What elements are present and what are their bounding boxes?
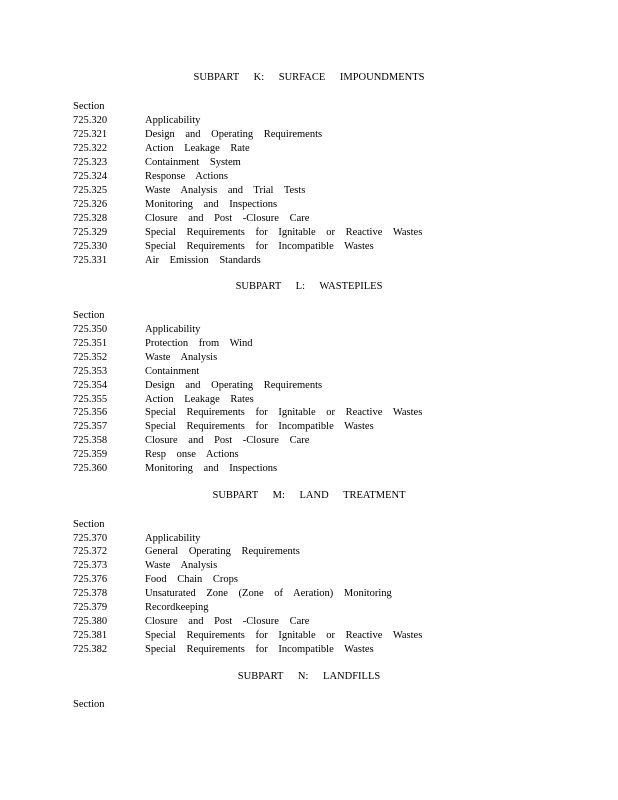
list-item	[73, 324, 593, 338]
list-item	[73, 199, 593, 213]
section-number: 725.372	[73, 546, 108, 557]
subpart-l-title: SUBPART L: WASTEPILES	[235, 281, 383, 292]
section-number: 725.353	[73, 366, 108, 377]
section-title: Special Requirements for Ignitable or Reactive Wastes	[145, 630, 423, 641]
section-title: Recordkeeping	[145, 602, 209, 613]
section-number: 725.351	[73, 338, 108, 349]
section-number: 725.331	[73, 255, 108, 266]
section-number: 725.354	[73, 380, 108, 391]
list-item	[73, 143, 593, 157]
list-item	[73, 115, 593, 129]
list-item	[73, 533, 593, 547]
list-item	[73, 255, 593, 269]
list-item	[73, 129, 593, 143]
section-title: Waste Analysis and Trial Tests	[145, 185, 306, 196]
section-number: 725.324	[73, 171, 108, 182]
section-title: Monitoring and Inspections	[145, 199, 278, 210]
list-item	[73, 560, 593, 574]
section-title: Action Leakage Rate	[145, 143, 250, 154]
section-number: 725.358	[73, 435, 108, 446]
section-title: Resp onse Actions	[145, 449, 239, 460]
list-item	[73, 616, 593, 630]
section-number: 725.380	[73, 616, 108, 627]
section-title: Applicability	[145, 115, 201, 126]
list-item	[73, 227, 593, 241]
section-title: Design and Operating Requirements	[145, 129, 323, 140]
list-item	[73, 435, 593, 449]
section-number: 725.350	[73, 324, 108, 335]
section-number: 725.379	[73, 602, 108, 613]
list-item	[73, 352, 593, 366]
section-number: 725.378	[73, 588, 108, 599]
section-title: Special Requirements for Incompatible Wastes	[145, 421, 374, 432]
list-item	[73, 644, 593, 658]
section-title: Design and Operating Requirements	[145, 380, 323, 391]
section-number: 725.370	[73, 533, 108, 544]
section-title: Air Emission Standards	[145, 255, 261, 266]
section-title: General Operating Requirements	[145, 546, 300, 557]
section-number: 725.325	[73, 185, 108, 196]
section-title: Protection from Wind	[145, 338, 253, 349]
subpart-m-section-label: Section	[73, 519, 105, 530]
list-item	[73, 185, 593, 199]
section-number: 725.382	[73, 644, 108, 655]
section-number: 725.326	[73, 199, 108, 210]
section-title: Containment System	[145, 157, 241, 168]
list-item	[73, 366, 593, 380]
section-title: Closure and Post -Closure Care	[145, 435, 310, 446]
section-title: Applicability	[145, 324, 201, 335]
section-number: 725.328	[73, 213, 108, 224]
subpart-k-title: SUBPART K: SURFACE IMPOUNDMENTS	[193, 72, 425, 83]
section-title: Food Chain Crops	[145, 574, 239, 585]
section-title: Special Requirements for Incompatible Wastes	[145, 644, 374, 655]
subpart-n-title: SUBPART N: LANDFILLS	[237, 671, 381, 682]
subpart-m-title: SUBPART M: LAND TREATMENT	[212, 490, 406, 501]
list-item	[73, 171, 593, 185]
section-number: 725.352	[73, 352, 108, 363]
section-number: 725.320	[73, 115, 108, 126]
list-item	[73, 241, 593, 255]
list-item	[73, 463, 593, 477]
section-title: Action Leakage Rates	[145, 394, 254, 405]
list-item	[73, 602, 593, 616]
section-number: 725.356	[73, 407, 108, 418]
section-number: 725.373	[73, 560, 108, 571]
list-item	[73, 157, 593, 171]
section-title: Special Requirements for Ignitable or Reactive Wastes	[145, 227, 423, 238]
list-item	[73, 407, 593, 421]
list-item	[73, 574, 593, 588]
list-item	[73, 449, 593, 463]
list-item	[73, 630, 593, 644]
list-item	[73, 380, 593, 394]
subpart-l-section-label: Section	[73, 310, 105, 321]
list-item	[73, 546, 593, 560]
section-title: Unsaturated Zone (Zone of Aeration) Monitoring	[145, 588, 392, 599]
section-title: Response Actions	[145, 171, 228, 182]
section-number: 725.359	[73, 449, 108, 460]
section-title: Closure and Post -Closure Care	[145, 213, 310, 224]
section-title: Special Requirements for Ignitable or Reactive Wastes	[145, 407, 423, 418]
section-number: 725.323	[73, 157, 108, 168]
list-item	[73, 588, 593, 602]
section-number: 725.381	[73, 630, 108, 641]
section-title: Waste Analysis	[145, 560, 218, 571]
section-number: 725.357	[73, 421, 108, 432]
list-item	[73, 213, 593, 227]
section-title: Applicability	[145, 533, 201, 544]
list-item	[73, 338, 593, 352]
list-item	[73, 421, 593, 435]
section-number: 725.376	[73, 574, 108, 585]
subpart-k-section-label: Section	[73, 101, 105, 112]
section-title: Monitoring and Inspections	[145, 463, 278, 474]
section-title: Waste Analysis	[145, 352, 218, 363]
list-item	[73, 394, 593, 408]
section-number: 725.355	[73, 394, 108, 405]
section-title: Special Requirements for Incompatible Wastes	[145, 241, 374, 252]
section-number: 725.360	[73, 463, 108, 474]
section-title: Closure and Post -Closure Care	[145, 616, 310, 627]
section-number: 725.329	[73, 227, 108, 238]
section-title: Containment	[145, 366, 200, 377]
section-number: 725.321	[73, 129, 108, 140]
section-number: 725.322	[73, 143, 108, 154]
subpart-n-section-label: Section	[73, 699, 105, 710]
section-number: 725.330	[73, 241, 108, 252]
